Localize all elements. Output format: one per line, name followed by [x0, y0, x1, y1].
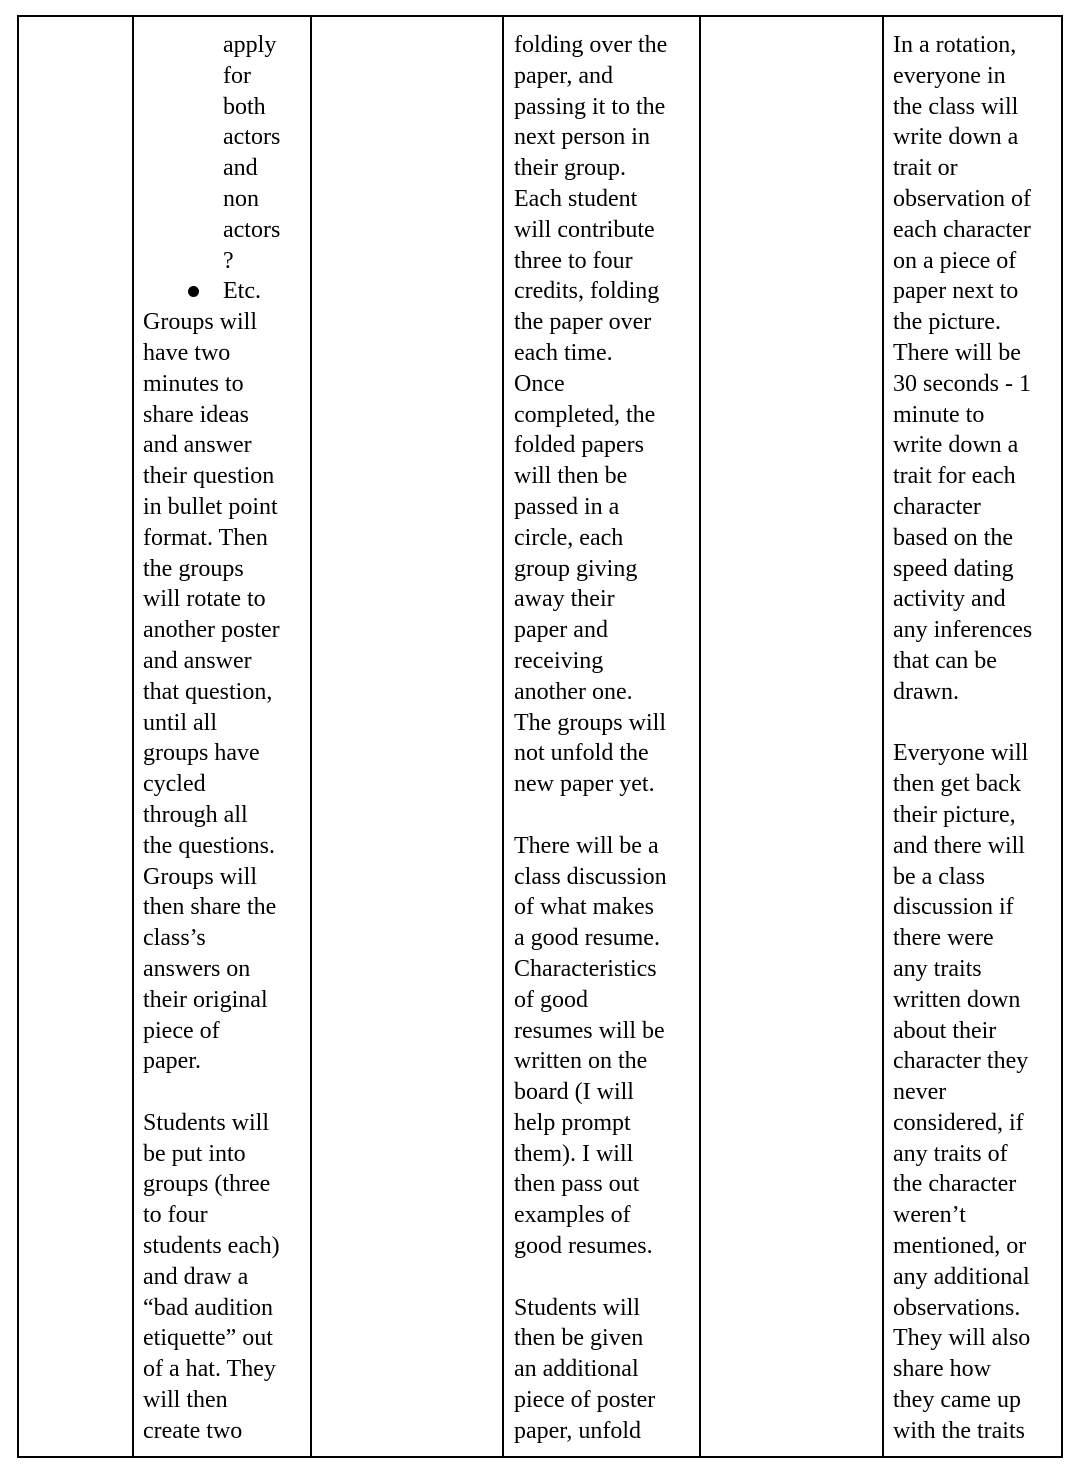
cell-line: and there will	[893, 832, 1025, 859]
cell-line: not unfold the	[514, 740, 649, 767]
cell-line: weren’t	[893, 1202, 966, 1229]
cell-line: of a hat. They	[143, 1356, 276, 1383]
cell-line: and draw a	[143, 1263, 249, 1290]
cell-line: groups have	[143, 740, 260, 767]
cell-line: of good	[514, 986, 588, 1013]
cell-line: will then be	[514, 463, 628, 490]
cell-line: board (I will	[514, 1079, 634, 1106]
cell-line: receiving	[514, 647, 604, 674]
cell-line: based on the	[893, 524, 1013, 551]
cell-line: in bullet point	[143, 493, 278, 520]
cell-line: their original	[143, 986, 268, 1013]
cell-line: 30 seconds - 1	[893, 370, 1031, 397]
cell-line: any additional	[893, 1263, 1030, 1290]
cell-line: speed dating	[893, 555, 1014, 582]
cell-line	[514, 800, 698, 831]
cell-line: class’s	[143, 925, 206, 952]
cell-line: In a rotation,	[893, 32, 1017, 58]
cell-line: new paper yet.	[514, 771, 655, 798]
cell-line: paper and	[514, 617, 608, 644]
cell-line: Once	[514, 370, 565, 397]
cell-line: minutes to	[143, 370, 244, 397]
column-divider	[132, 17, 134, 1456]
cell-line: each character	[893, 216, 1031, 243]
cell-line: good resumes.	[514, 1233, 653, 1260]
cell-line: write down a	[893, 124, 1019, 151]
column-divider	[699, 17, 701, 1456]
cell-line: minute to	[893, 401, 985, 428]
cell-line: will contribute	[514, 216, 655, 243]
cell-line: groups (three	[143, 1171, 271, 1198]
cell-line: cycled	[143, 771, 206, 798]
cell-line: share how	[893, 1356, 991, 1383]
cell-line: the groups	[143, 555, 244, 582]
cell-line: with the traits	[893, 1417, 1025, 1444]
cell-line: observations.	[893, 1294, 1021, 1321]
cell-line: any traits	[893, 955, 982, 982]
cell-line: passed in a	[514, 493, 620, 520]
cell-line: the picture.	[893, 309, 1001, 336]
cell-line: Groups will	[143, 863, 257, 890]
cell-line: any traits of	[893, 1140, 1008, 1167]
cell-line: They will also	[893, 1325, 1031, 1352]
cell-line: an additional	[514, 1356, 639, 1383]
cell-line: The groups will	[514, 709, 666, 736]
cell-line: be a class	[893, 863, 985, 890]
cell-line: trait or	[893, 155, 958, 182]
cell-line: group giving	[514, 555, 638, 582]
cell-line: completed, the	[514, 401, 656, 428]
column-divider	[882, 17, 884, 1456]
cell-line: mentioned, or	[893, 1233, 1027, 1260]
cell-line: will rotate to	[143, 586, 266, 613]
cell-line: and answer	[143, 647, 252, 674]
cell-line: have two	[143, 339, 231, 366]
cell-line: circle, each	[514, 524, 624, 551]
cell-line: Characteristics	[514, 955, 657, 982]
cell-line	[893, 708, 1061, 739]
cell-line: then be given	[514, 1325, 644, 1352]
cell-line: a good resume.	[514, 925, 660, 952]
cell-line: they came up	[893, 1387, 1021, 1414]
cell-line: piece of poster	[514, 1387, 656, 1414]
cell-line: ?	[223, 247, 234, 274]
cell-line: create two	[143, 1417, 243, 1444]
cell-line: credits, folding	[514, 278, 660, 305]
cell-line: and	[223, 155, 258, 182]
cell-line: to four	[143, 1202, 208, 1229]
cell-line: actors	[223, 124, 281, 151]
cell-line: of what makes	[514, 894, 654, 921]
cell-line: paper.	[143, 1048, 201, 1075]
bullet-icon	[188, 286, 199, 297]
cell-line: through all	[143, 801, 248, 828]
cell-line: Each student	[514, 185, 638, 212]
cell-line: Everyone will	[893, 740, 1029, 767]
cell-line: format. Then	[143, 524, 268, 551]
cell-line: both	[223, 93, 266, 120]
cell-line: the questions.	[143, 832, 275, 859]
cell-line: class discussion	[514, 863, 667, 890]
cell-line: their question	[143, 463, 275, 490]
cell-line: there were	[893, 925, 994, 952]
cell-line: actors	[223, 216, 281, 243]
cell-line: answers on	[143, 955, 251, 982]
cell-line: apply	[223, 32, 277, 58]
table-cell-resume-activity	[514, 30, 698, 1447]
cell-line: resumes will be	[514, 1017, 665, 1044]
cell-line: observation of	[893, 185, 1031, 212]
cell-line: considered, if	[893, 1109, 1024, 1136]
cell-line: folding over the	[514, 32, 668, 58]
cell-line: examples of	[514, 1202, 631, 1229]
cell-line: the class will	[893, 93, 1019, 120]
cell-line: share ideas	[143, 401, 249, 428]
cell-line: There will be a	[514, 832, 659, 859]
cell-line: then pass out	[514, 1171, 640, 1198]
cell-line: then get back	[893, 771, 1021, 798]
cell-line: written on the	[514, 1048, 648, 1075]
cell-line: drawn.	[893, 678, 959, 705]
table-cell-character-activity	[893, 30, 1061, 1447]
cell-line: their picture,	[893, 801, 1016, 828]
cell-line: three to four	[514, 247, 633, 274]
cell-line: passing it to the	[514, 93, 666, 120]
cell-line: help prompt	[514, 1109, 631, 1136]
cell-line: and answer	[143, 432, 252, 459]
cell-line: never	[893, 1079, 947, 1106]
cell-line: that question,	[143, 678, 273, 705]
cell-line: any inferences	[893, 617, 1033, 644]
cell-line: the paper over	[514, 309, 652, 336]
column-divider	[502, 17, 504, 1456]
cell-line: write down a	[893, 432, 1019, 459]
cell-line: their group.	[514, 155, 626, 182]
cell-line: that can be	[893, 647, 997, 674]
cell-line: the character	[893, 1171, 1017, 1198]
cell-line: on a piece of	[893, 247, 1017, 274]
cell-line: discussion if	[893, 894, 1014, 921]
cell-line: them). I will	[514, 1140, 634, 1167]
cell-line: next person in	[514, 124, 650, 151]
bullet-item	[143, 276, 308, 307]
cell-line: then share the	[143, 894, 277, 921]
cell-line	[143, 1077, 308, 1108]
cell-line: written down	[893, 986, 1021, 1013]
cell-line: Groups will	[143, 309, 257, 336]
table-cell-activities	[143, 30, 308, 1447]
cell-line: trait for each	[893, 463, 1016, 490]
cell-line: Students will	[514, 1294, 641, 1321]
cell-line: until all	[143, 709, 217, 736]
cell-line: for	[223, 62, 251, 89]
cell-line: about their	[893, 1017, 997, 1044]
cell-line: activity and	[893, 586, 1006, 613]
cell-line: character they	[893, 1048, 1029, 1075]
column-divider	[310, 17, 312, 1456]
cell-line: paper, and	[514, 62, 613, 89]
cell-line: character	[893, 493, 981, 520]
cell-line: paper, unfold	[514, 1417, 641, 1444]
cell-line: There will be	[893, 339, 1021, 366]
cell-line: non	[223, 185, 259, 212]
cell-line: “bad audition	[143, 1294, 273, 1321]
bullet-text: Etc.	[223, 278, 261, 305]
cell-line: etiquette” out	[143, 1325, 273, 1352]
cell-line: be put into	[143, 1140, 246, 1167]
cell-line: Students will	[143, 1109, 270, 1136]
cell-line	[514, 1262, 698, 1293]
lesson-plan-table	[17, 15, 1063, 1458]
cell-line: everyone in	[893, 62, 1006, 89]
cell-line: another one.	[514, 678, 633, 705]
cell-line: folded papers	[514, 432, 644, 459]
cell-line: students each)	[143, 1233, 280, 1260]
cell-line: will then	[143, 1387, 228, 1414]
cell-line: each time.	[514, 339, 613, 366]
cell-line: away their	[514, 586, 615, 613]
cell-line: paper next to	[893, 278, 1019, 305]
cell-line: another poster	[143, 617, 280, 644]
cell-line: piece of	[143, 1017, 220, 1044]
